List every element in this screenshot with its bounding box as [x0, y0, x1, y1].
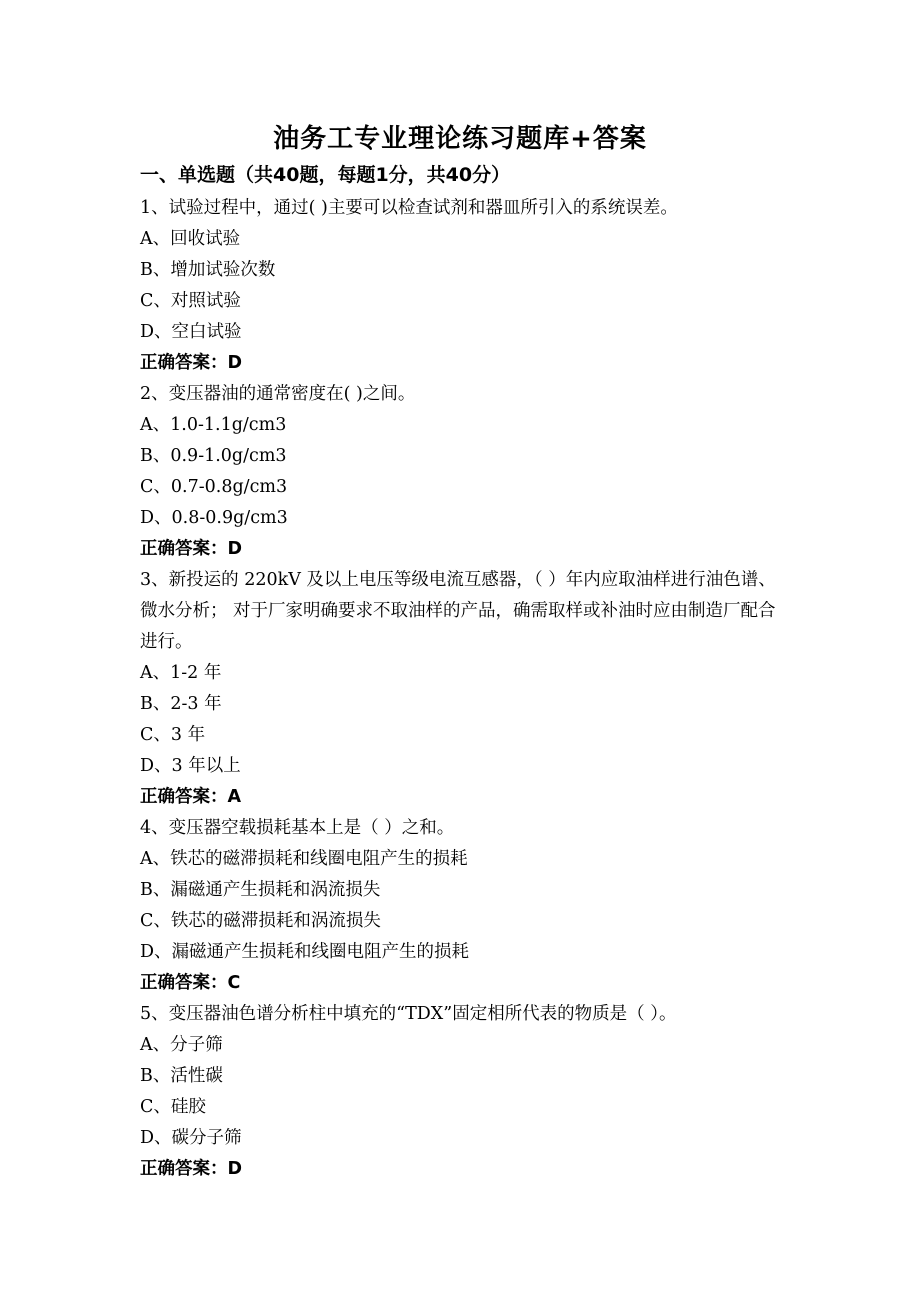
question-stem: 5、变压器油色谱分析柱中填充的“TDX”固定相所代表的物质是（ ）。	[140, 1004, 677, 1024]
question-item	[140, 193, 790, 379]
correct-answer: 正确答案：D	[140, 353, 243, 373]
option-b: B、2-3 年	[140, 694, 222, 714]
question-stem: 2、变压器油的通常密度在( )之间。	[140, 384, 416, 404]
question-stem: 3、新投运的 220kV 及以上电压等级电流互感器，（ ）年内应取油样进行油色谱、 微水分析； 对于厂家明确要求不取油样的产品，确需取样或补油时应由制造厂配合进行。	[140, 570, 776, 652]
option-c: C、铁芯的磁滞损耗和涡流损失	[140, 911, 381, 931]
option-d: D、碳分子筛	[140, 1128, 242, 1148]
correct-answer: 正确答案：D	[140, 1159, 243, 1179]
document-title: 油务工专业理论练习题库+答案	[273, 124, 647, 154]
option-b: B、0.9-1.0g/cm3	[140, 446, 287, 466]
option-a: A、铁芯的磁滞损耗和线圈电阻产生的损耗	[140, 849, 468, 869]
correct-answer: 正确答案：A	[140, 787, 242, 807]
correct-answer: 正确答案：C	[140, 973, 241, 993]
correct-answer: 正确答案：D	[140, 539, 243, 559]
question-stem: 1、试验过程中，通过( )主要可以检查试剂和器皿所引入的系统误差。	[140, 198, 678, 218]
option-c: C、对照试验	[140, 291, 241, 311]
option-d: D、漏磁通产生损耗和线圈电阻产生的损耗	[140, 942, 470, 962]
question-item	[140, 379, 790, 565]
question-item	[140, 999, 790, 1185]
question-list	[140, 193, 790, 1185]
option-d: D、3 年以上	[140, 756, 241, 776]
question-item	[140, 565, 790, 813]
option-b: B、增加试验次数	[140, 260, 276, 280]
option-c: C、3 年	[140, 725, 206, 745]
option-a: A、回收试验	[140, 229, 241, 249]
option-c: C、0.7-0.8g/cm3	[140, 477, 288, 497]
option-d: D、0.8-0.9g/cm3	[140, 508, 288, 528]
question-stem: 4、变压器空载损耗基本上是（ ）之和。	[140, 818, 455, 838]
option-d: D、空白试验	[140, 322, 242, 342]
section-heading: 一、单选题（共40题，每题1分，共40分）	[140, 164, 511, 186]
option-b: B、活性碳	[140, 1066, 223, 1086]
option-a: A、1.0-1.1g/cm3	[140, 415, 287, 435]
question-item	[140, 813, 790, 999]
option-b: B、漏磁通产生损耗和涡流损失	[140, 880, 381, 900]
option-a: A、1-2 年	[140, 663, 222, 683]
option-c: C、硅胶	[140, 1097, 206, 1117]
option-a: A、分子筛	[140, 1035, 223, 1055]
